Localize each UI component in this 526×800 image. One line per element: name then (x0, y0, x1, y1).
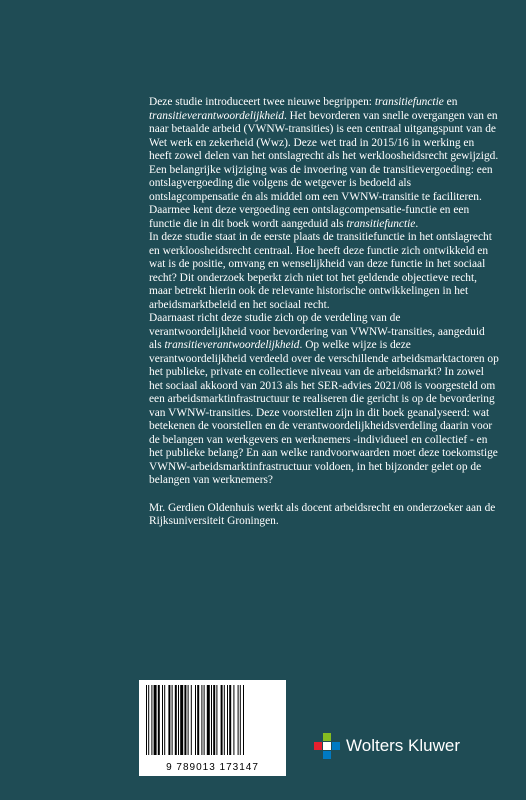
barcode-bar (180, 685, 183, 755)
barcode-bar (172, 685, 173, 755)
back-cover-blurb (149, 96, 499, 529)
barcode-bar (213, 685, 215, 755)
barcode-bar (233, 685, 234, 755)
paragraph-gap (149, 488, 499, 502)
barcode-bar (175, 685, 177, 755)
barcode-bar (216, 685, 217, 755)
isbn-digits: 9 789013 173147 (166, 762, 259, 773)
barcode-bar (178, 685, 179, 755)
barcode-bars (146, 685, 279, 755)
paragraph-responsibility: Daarnaast richt deze studie zich op de verdeling van de verantwoordelijkheid voor bevordering van VWNW-transities, aangeduid als transitieverantwoordelijkheid. Op welke wijze is deze verantwoordelijkheid verdeeld over de verschillende arbeidsmarktactoren op het publieke, private en collectieve niveau van de arbeidsmarkt? In zowel het sociaal akkoord van 2013 als het SER-advies 2021/08 is voorgesteld om een arbeidsmarktinfrastructuur te realiseren die gericht is op de bevordering van VWNW-transities. Deze voorstellen zijn in dit boek geanalyseerd: wat betekenen de voorstellen en de verantwoordelijkheidsverdeling daarin voor de belangen van werkgevers en werknemers -individueel en collectief - en het publieke belang? En aan welke randvoorwaarden moet deze toekomstige VWNW-arbeidsmarktinfrastructuur voldoen, in het bijzonder gelet op de belangen van werknemers? (149, 312, 499, 486)
barcode-bar (168, 685, 170, 755)
barcode-bar (146, 685, 147, 755)
barcode-bar (207, 685, 210, 755)
barcode-bar (184, 685, 186, 755)
wolters-kluwer-logo-icon (314, 733, 340, 759)
barcode-bar (227, 685, 228, 755)
barcode-bar (204, 685, 205, 755)
barcode-bar (154, 685, 157, 755)
barcode-bar (191, 685, 192, 755)
publisher-logo (314, 732, 460, 760)
barcode-bar (243, 685, 244, 755)
paragraph-transition-function: In deze studie staat in de eerste plaats de transitiefunctie in het ontslagrecht en werkloosheidsrecht centraal. Hoe heeft deze functie zich ontwikkeld en wat is de positie, omvang en wenselijkheid van deze functie in het sociaal recht? Dit onderzoek beperkt zich niet tot het geldende objectieve recht, maar betrekt hierin ook de relevante historische ontwikkelingen in het arbeidsmarktbeleid en het sociaal recht. (149, 231, 492, 311)
barcode-bar (201, 685, 202, 755)
barcode-bar (221, 685, 223, 755)
barcode-bar (240, 685, 241, 755)
barcode-bar (148, 685, 149, 755)
barcode-bar (188, 685, 189, 755)
publisher-name: Wolters Kluwer (346, 736, 460, 755)
barcode-bar (158, 685, 160, 755)
barcode-bar (151, 685, 152, 755)
barcode-bar (238, 685, 239, 755)
isbn-barcode (139, 680, 286, 776)
barcode-bar (224, 685, 225, 755)
barcode-bar (164, 685, 165, 755)
barcode-bar (195, 685, 196, 755)
author-bio: Mr. Gerdien Oldenhuis werkt als docent arbeidsrecht en onderzoeker aan de Rijksuniversiteit Groningen. (149, 501, 496, 527)
barcode-bar (197, 685, 199, 755)
barcode-bar (211, 685, 212, 755)
paragraph-intro: Deze studie introduceert twee nieuwe begrippen: transitiefunctie en transitieverantwoordelijkheid. Het bevorderen van snelle overgangen van en naar betaalde arbeid (VWNW-transities) is een centraal uitgangspunt van de Wet werk en zekerheid (Wwz). Deze wet trad in 2015/16 in werking en heeft zowel delen van het ontslagrecht als het werkloosheidsrecht gewijzigd. Een belangrijke wijziging was de invoering van de transitievergoeding: een ontslagvergoeding die volgens de wetgever is bedoeld als ontslagcompensatie én als middel om een VWNW-transitie te faciliteren. Daarmee kent deze vergoeding een ontslagcompensatie-functie en een functie die in dit boek wordt aangeduid als transitiefunctie. (149, 96, 499, 230)
barcode-bar (229, 685, 231, 755)
barcode-bar (162, 685, 163, 755)
